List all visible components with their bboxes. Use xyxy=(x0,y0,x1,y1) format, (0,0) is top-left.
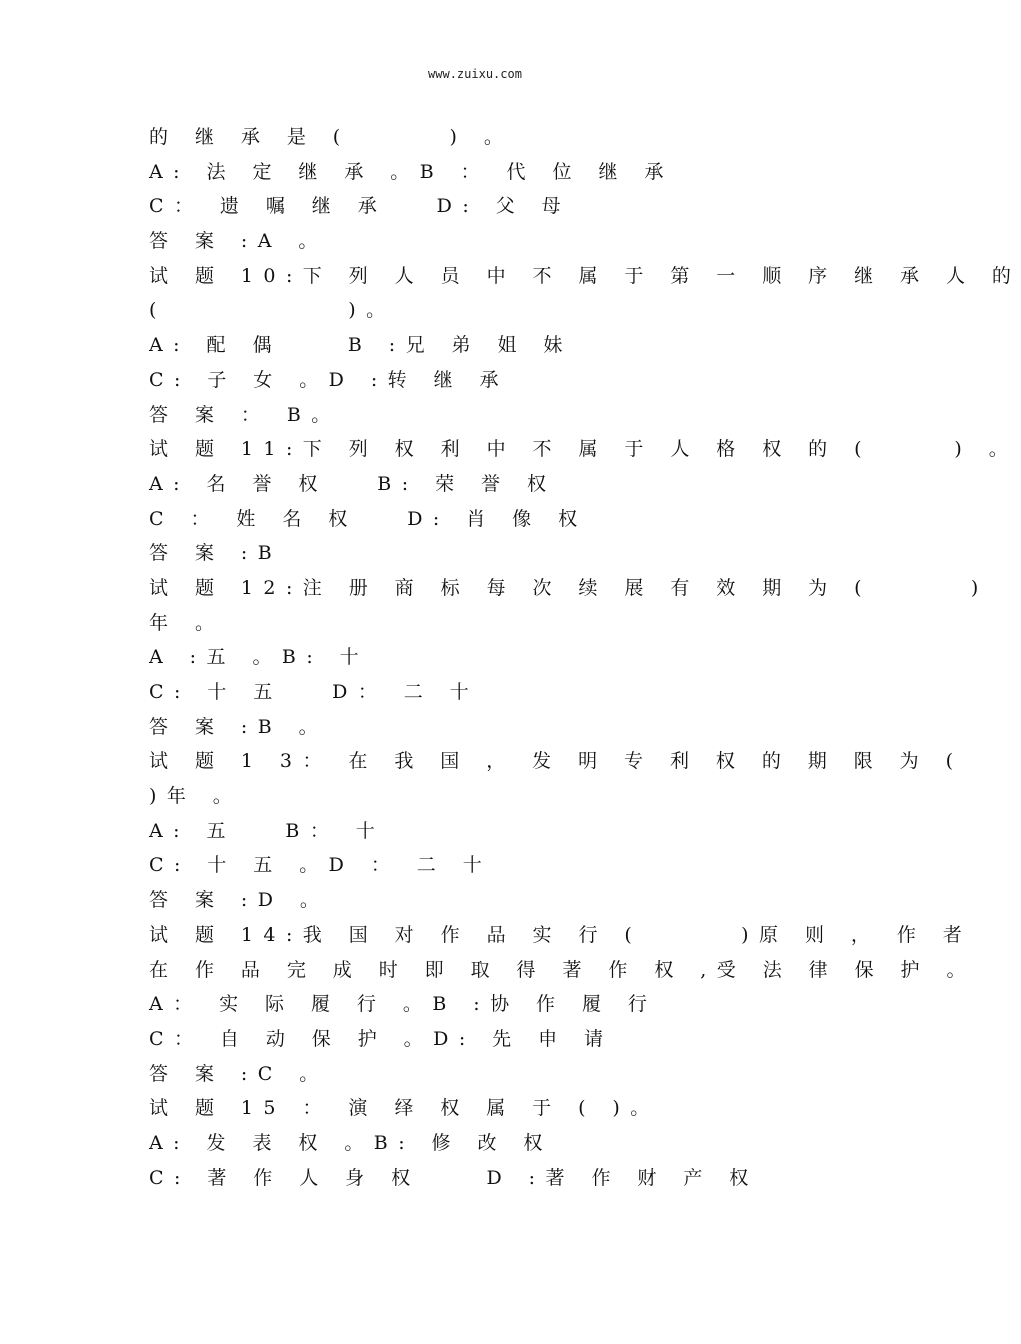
text-line: 试 题 14:我 国 对 作 品 实 行 ( )原 则 ， 作 者 xyxy=(149,923,973,946)
text-line: )年 。 xyxy=(149,785,243,808)
text-line: 答 案 :D 。 xyxy=(149,889,330,912)
text-line: C: 子 女 。D :转 继 承 xyxy=(149,368,510,391)
text-line: C： 遗 嘱 继 承 D: 父 母 xyxy=(149,195,572,218)
text-line: 试 题 11:下 列 权 利 中 不 属 于 人 格 权 的 ( ) 。 xyxy=(149,438,1019,461)
text-line: 试 题 12:注 册 商 标 每 次 续 展 有 效 期 为 ( ) xyxy=(149,576,989,599)
text-line: A: 五 B： 十 xyxy=(149,819,386,842)
text-line: C: 十 五 D： 二 十 xyxy=(149,681,480,703)
text-line: 在 作 品 完 成 时 即 取 得 著 作 权 ,受 法 律 保 护 。 xyxy=(149,958,976,981)
text-line: 答 案 ： B。 xyxy=(149,403,341,426)
text-line: ( )。 xyxy=(149,299,396,322)
text-line: C: 十 五 。D ： 二 十 xyxy=(149,854,493,877)
text-line: C ： 姓 名 权 D: 肖 像 权 xyxy=(149,507,588,530)
text-line: A :五 。B: 十 xyxy=(149,646,370,669)
text-line: 试 题 15 ： 演 绎 权 属 于 ( )。 xyxy=(149,1097,660,1120)
text-line: A: 法 定 继 承 。B ： 代 位 继 承 xyxy=(149,160,674,183)
text-line: 的 继 承 是 ( ) 。 xyxy=(149,126,514,148)
text-line: 答 案 :A 。 xyxy=(149,230,328,253)
text-line: 试 题 10:下 列 人 员 中 不 属 于 第 一 顺 序 继 承 人 的 xyxy=(149,264,1021,287)
text-line: A： 实 际 履 行 。B :协 作 履 行 xyxy=(149,993,658,1016)
text-line: 年 。 xyxy=(149,611,225,634)
text-line: 答 案 :B xyxy=(149,542,283,565)
text-line: A: 名 誉 权 B: 荣 誉 权 xyxy=(149,472,557,495)
text-line: A: 配 偶 B :兄 弟 姐 妹 xyxy=(149,334,573,357)
text-line: 试 题 1 3： 在 我 国 ， 发 明 专 利 权 的 期 限 为 ( xyxy=(149,750,964,773)
text-line: 答 案 :B 。 xyxy=(149,715,329,738)
text-line: C: 著 作 人 身 权 D :著 作 财 产 权 xyxy=(149,1166,759,1189)
text-line: A: 发 表 权 。B: 修 改 权 xyxy=(149,1131,553,1154)
document-body xyxy=(149,120,1021,1195)
text-line: C： 自 动 保 护 。D: 先 申 请 xyxy=(149,1027,614,1050)
text-line: 答 案 :C 。 xyxy=(149,1062,329,1085)
site-header-url: www.zuixu.com xyxy=(428,67,522,81)
